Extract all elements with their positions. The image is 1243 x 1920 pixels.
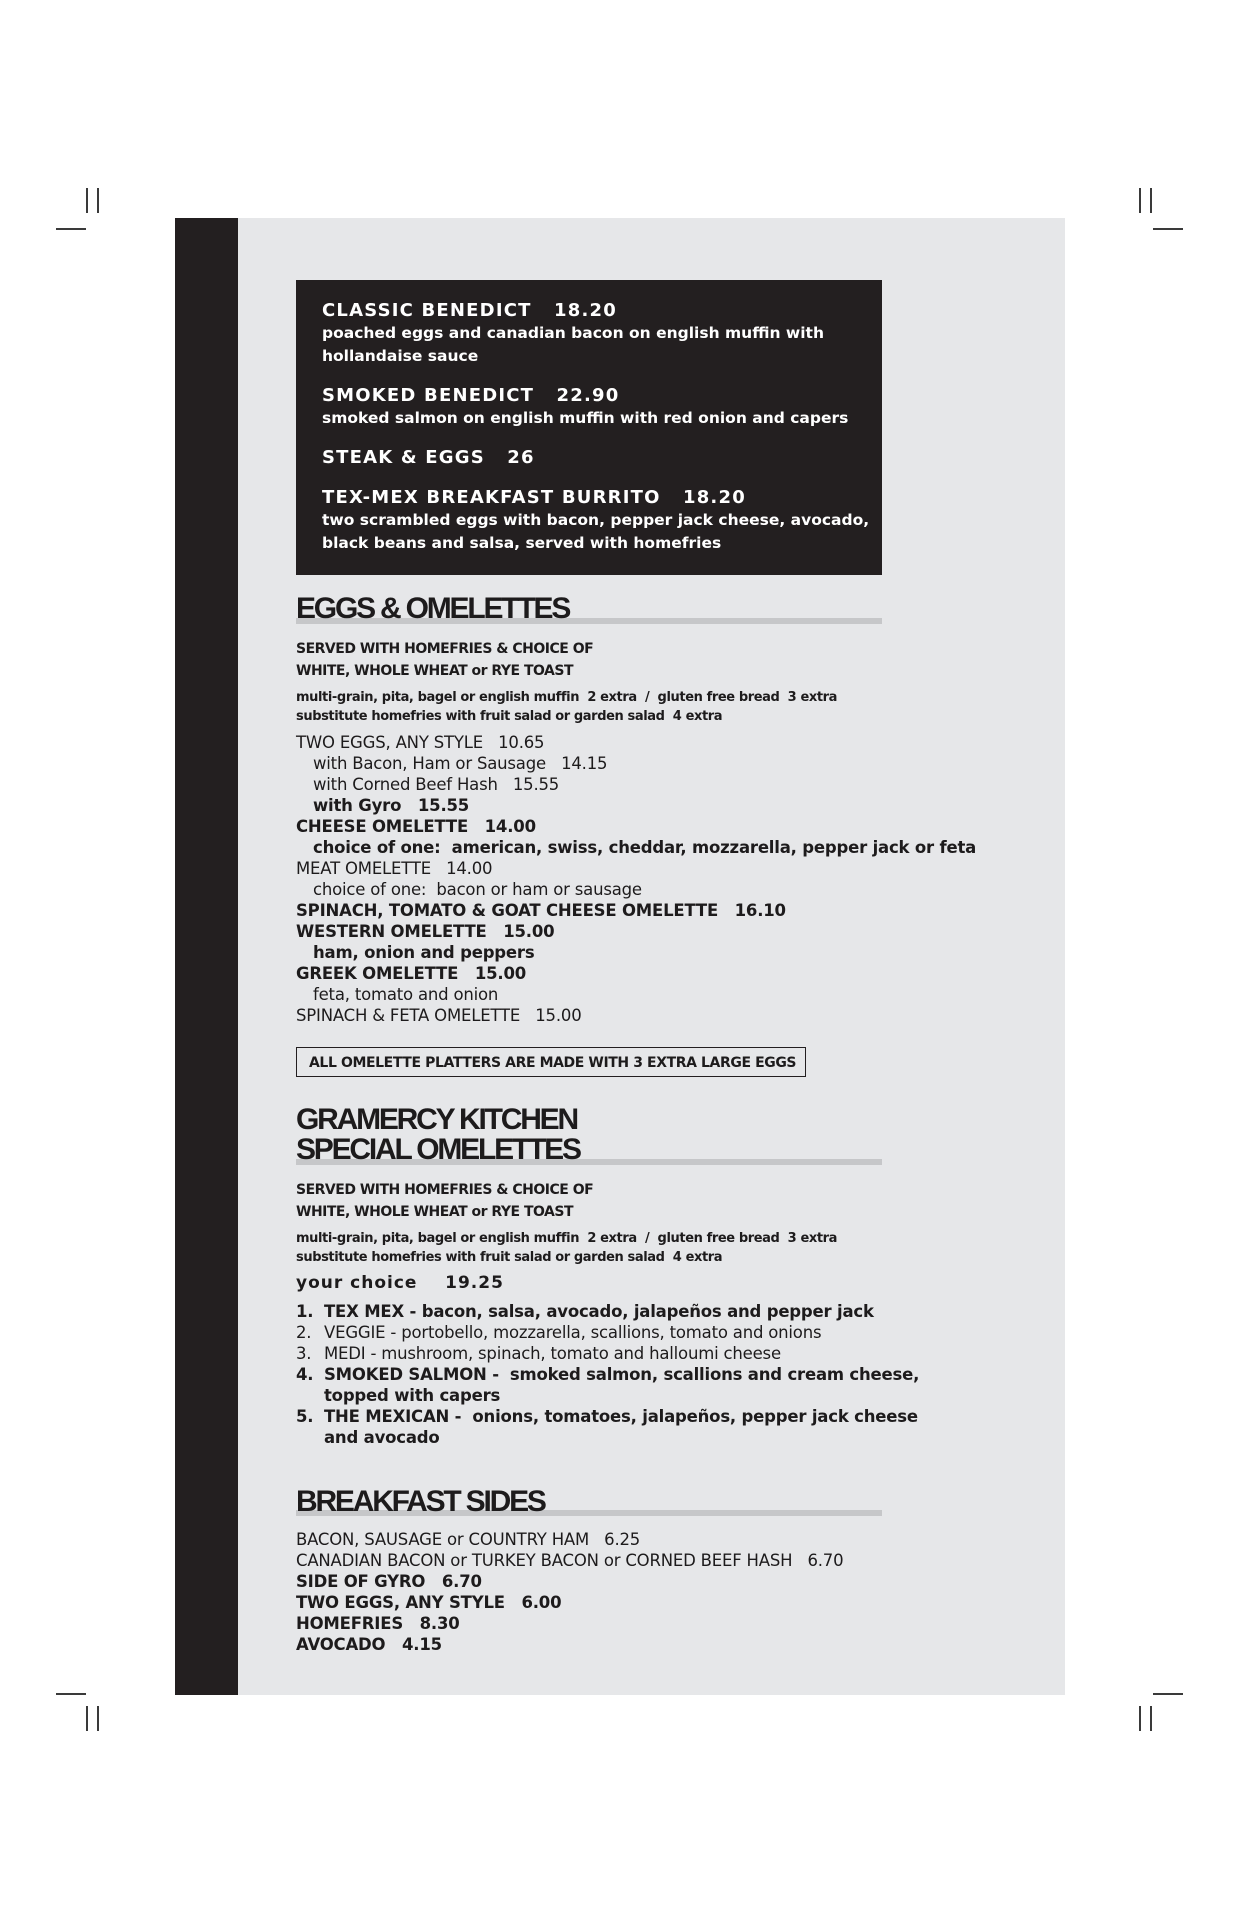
dish-name: SMOKED BENEDICT	[322, 385, 535, 406]
dish-smoked-benedict	[322, 385, 848, 430]
list-text: topped with capers	[324, 1386, 501, 1405]
dish-desc: two scrambled eggs with bacon, pepper jack cheese, avocado,	[322, 511, 870, 529]
list-text: VEGGIE - portobello, mozzarella, scallions, tomato and onions	[324, 1323, 822, 1342]
dish-steak-eggs	[322, 447, 535, 469]
dish-desc: hollandaise sauce	[322, 347, 479, 365]
extras-note: substitute homefries with fruit salad or garden salad 4 extra	[296, 709, 723, 724]
served-note: WHITE, WHOLE WHEAT or RYE TOAST	[296, 663, 574, 679]
list-text: MEDI - mushroom, spinach, tomato and halloumi cheese	[324, 1344, 781, 1363]
dish-name: TEX-MEX BREAKFAST BURRITO	[322, 487, 661, 508]
menu-item-option: ham, onion and peppers	[313, 943, 535, 962]
list-text: SMOKED SALMON - smoked salmon, scallions and cream cheese,	[324, 1365, 920, 1384]
featured-dishes-box	[296, 280, 882, 575]
section-title-line: GRAMERCY KITCHEN	[296, 1103, 577, 1136]
list-text: THE MEXICAN - onions, tomatoes, jalapeños, pepper jack cheese	[324, 1407, 918, 1426]
list-item	[296, 1343, 919, 1364]
section-title: EGGS & OMELETTES	[296, 592, 570, 625]
dish-name: CLASSIC BENEDICT	[322, 300, 532, 321]
menu-side-bar	[175, 218, 238, 1695]
menu-item: SPINACH & FETA OMELETTE 15.00	[296, 1006, 582, 1025]
menu-item: BACON, SAUSAGE or COUNTRY HAM 6.25	[296, 1530, 641, 1549]
choice-price: your choice 19.25	[296, 1273, 504, 1293]
dish-price: 18.20	[682, 487, 746, 508]
dish-tex-mex-burrito	[322, 487, 869, 555]
special-items-list	[296, 1301, 919, 1448]
menu-item-option: with Gyro 15.55	[313, 796, 470, 815]
extras-note: multi-grain, pita, bagel or english muffin 2 extra / gluten free bread 3 extra	[296, 690, 838, 705]
dish-name: STEAK & EGGS	[322, 447, 485, 468]
list-item	[296, 1301, 919, 1322]
dish-desc: black beans and salsa, served with homefries	[322, 534, 722, 552]
list-number: 1.	[296, 1302, 314, 1321]
dish-classic-benedict	[322, 300, 824, 368]
dish-price: 18.20	[554, 300, 617, 321]
list-text: and avocado	[324, 1428, 440, 1447]
eggs-items-list	[296, 732, 976, 1026]
special-omelettes-section	[296, 1105, 919, 1448]
sides-list	[296, 1529, 843, 1655]
list-number: 3.	[296, 1344, 312, 1363]
list-item	[296, 1322, 919, 1343]
menu-item: TWO EGGS, ANY STYLE 10.65	[296, 733, 545, 752]
menu-item: CHEESE OMELETTE 14.00	[296, 817, 536, 836]
list-item-continued	[296, 1427, 919, 1448]
menu-item-option: choice of one: american, swiss, cheddar, mozzarella, pepper jack or feta	[313, 838, 977, 857]
served-note: WHITE, WHOLE WHEAT or RYE TOAST	[296, 1204, 574, 1220]
menu-item: WESTERN OMELETTE 15.00	[296, 922, 555, 941]
section-title: BREAKFAST SIDES	[296, 1485, 545, 1518]
eggs-omelettes-section	[296, 594, 976, 1026]
served-note: SERVED WITH HOMEFRIES & CHOICE OF	[296, 641, 594, 657]
menu-item: AVOCADO 4.15	[296, 1635, 442, 1654]
dish-desc: smoked salmon on english muffin with red onion and capers	[322, 409, 849, 427]
dish-desc: poached eggs and canadian bacon on english muffin with	[322, 324, 824, 342]
list-item-continued	[296, 1385, 919, 1406]
section-title-line: SPECIAL OMELETTES	[296, 1133, 580, 1166]
extras-note: substitute homefries with fruit salad or garden salad 4 extra	[296, 1250, 723, 1265]
menu-item: TWO EGGS, ANY STYLE 6.00	[296, 1593, 562, 1612]
omelette-platter-note: ALL OMELETTE PLATTERS ARE MADE WITH 3 EXTRA LARGE EGGS	[296, 1047, 806, 1077]
extras-note: multi-grain, pita, bagel or english muffin 2 extra / gluten free bread 3 extra	[296, 1231, 838, 1246]
menu-item: CANADIAN BACON or TURKEY BACON or CORNED BEEF HASH 6.70	[296, 1551, 844, 1570]
menu-item-option: with Bacon, Ham or Sausage 14.15	[313, 754, 608, 773]
list-text: TEX MEX - bacon, salsa, avocado, jalapeños and pepper jack	[324, 1302, 874, 1321]
list-number: 5.	[296, 1407, 314, 1426]
list-number: 4.	[296, 1365, 314, 1384]
breakfast-sides-section	[296, 1487, 843, 1655]
dish-price: 26	[507, 447, 535, 468]
list-item	[296, 1406, 919, 1427]
dish-price: 22.90	[556, 385, 620, 406]
list-number: 2.	[296, 1323, 312, 1342]
menu-item-option: feta, tomato and onion	[313, 985, 499, 1004]
menu-item: SPINACH, TOMATO & GOAT CHEESE OMELETTE 16.10	[296, 901, 786, 920]
menu-item: MEAT OMELETTE 14.00	[296, 859, 493, 878]
menu-item: HOMEFRIES 8.30	[296, 1614, 460, 1633]
served-note: SERVED WITH HOMEFRIES & CHOICE OF	[296, 1182, 594, 1198]
menu-item-option: choice of one: bacon or ham or sausage	[313, 880, 642, 899]
menu-item: GREEK OMELETTE 15.00	[296, 964, 527, 983]
menu-item-option: with Corned Beef Hash 15.55	[313, 775, 560, 794]
menu-item: SIDE OF GYRO 6.70	[296, 1572, 482, 1591]
list-item	[296, 1364, 919, 1385]
